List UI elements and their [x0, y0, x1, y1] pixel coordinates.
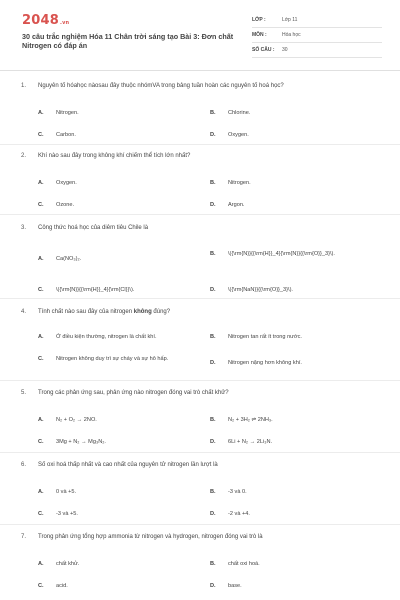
option-c[interactable]: [38, 439, 208, 447]
question-text: [20, 152, 382, 160]
option-letter: C.: [38, 132, 44, 138]
question-4: [20, 308, 382, 366]
option-b[interactable]: [210, 334, 380, 342]
meta-label: LỚP :: [252, 17, 266, 23]
option-letter: B.: [210, 251, 216, 257]
meta-label: MÔN :: [252, 32, 267, 38]
question-number: 4.: [21, 309, 27, 315]
question-2: [20, 152, 382, 208]
meta-row-count: [252, 45, 382, 58]
option-letter: D.: [210, 439, 216, 445]
option-c[interactable]: [38, 583, 208, 591]
option-text: \({\rm{N}}{{\rm{H}}_4}{\rm{N}}{{\rm{O}}_3}\).: [228, 251, 335, 257]
option-letter: A.: [38, 417, 44, 423]
option-text: acid.: [56, 583, 68, 589]
option-text: Nitrogen.: [228, 180, 251, 186]
option-d[interactable]: [210, 202, 380, 210]
question-prompt: Khí nào sau đây trong không khí chiếm thể tích lớn nhất?: [38, 153, 191, 159]
option-d[interactable]: [210, 132, 380, 140]
option-letter: D.: [210, 132, 216, 138]
question-text: [20, 461, 382, 469]
question-6: [20, 461, 382, 517]
option-letter: D.: [210, 287, 216, 293]
option-a[interactable]: [38, 561, 208, 569]
option-text: Chlorine.: [228, 110, 251, 116]
question-divider: [0, 452, 400, 453]
option-letter: D.: [210, 360, 216, 366]
option-text: Ozone.: [56, 202, 75, 208]
option-c[interactable]: [38, 132, 208, 140]
question-text: [20, 308, 382, 316]
option-b[interactable]: [210, 110, 380, 118]
question-prompt-end: đúng?: [151, 309, 171, 315]
option-text: N₂ + 3H₂ ⇌ 2NH₃.: [228, 417, 273, 423]
meta-row-class: [252, 15, 382, 28]
option-letter: B.: [210, 180, 216, 186]
site-logo[interactable]: [22, 13, 69, 28]
question-number: 2.: [21, 153, 27, 159]
question-prompt: Số oxi hoá thấp nhất và cao nhất của nguyên tử nitrogen lần lượt là: [38, 462, 218, 468]
question-prompt: Trong phản ứng tổng hợp ammonia từ nitrogen và hydrogen, nitrogen đóng vai trò là: [38, 534, 263, 540]
option-text: \({\rm{N}}{{\rm{H}}_4}{\rm{Cl}}\).: [56, 287, 135, 293]
option-d[interactable]: [210, 511, 380, 519]
question-divider: [0, 298, 400, 299]
option-a[interactable]: [38, 334, 208, 342]
option-letter: B.: [210, 489, 216, 495]
question-3: [20, 224, 382, 293]
question-text: [20, 389, 382, 397]
option-text: \({\rm{NaN}}{{\rm{O}}_3}\).: [228, 287, 293, 293]
option-letter: A.: [38, 256, 44, 262]
option-b[interactable]: [210, 489, 380, 497]
option-c[interactable]: [38, 356, 186, 364]
option-letter: B.: [210, 334, 216, 340]
question-divider: [0, 380, 400, 381]
option-text: Nitrogen nặng hơn không khí.: [228, 360, 302, 366]
option-d[interactable]: [210, 439, 380, 447]
option-b[interactable]: [210, 561, 380, 569]
question-7: [20, 533, 382, 589]
option-text: Nitrogen không duy trì sự cháy và sự hô hấp.: [56, 356, 169, 362]
option-letter: A.: [38, 110, 44, 116]
question-1: [20, 82, 382, 138]
document-meta: [252, 15, 382, 60]
logo-text: 2048: [22, 13, 59, 28]
header-divider: [0, 70, 400, 71]
question-prompt: Tính chất nào sau đây của nitrogen: [38, 309, 134, 315]
option-text: Ở điều kiện thường, nitrogen là chất khí.: [56, 334, 157, 340]
logo-suffix: .vn: [59, 20, 70, 26]
option-text: 0 và +5.: [56, 489, 77, 495]
question-text: [20, 533, 382, 541]
option-letter: A.: [38, 561, 44, 567]
option-text: N₂ + O₂ → 2NO.: [56, 417, 97, 423]
question-emphasis: không: [133, 309, 152, 315]
question-number: 6.: [21, 462, 27, 468]
option-letter: B.: [210, 110, 216, 116]
question-prompt: Công thức hoá học của diêm tiêu Chile là: [38, 225, 149, 231]
question-text: [20, 82, 382, 90]
option-b[interactable]: [210, 180, 380, 188]
page-header: [0, 0, 400, 66]
option-c[interactable]: [38, 202, 208, 210]
option-a[interactable]: [38, 110, 208, 118]
question-number: 1.: [21, 83, 27, 89]
option-letter: D.: [210, 202, 216, 208]
option-a[interactable]: [38, 417, 208, 425]
option-text: 6Li + N₂ → 2Li₃N.: [228, 439, 273, 445]
option-text: chất khử.: [56, 561, 80, 567]
option-d[interactable]: [210, 583, 380, 591]
option-d[interactable]: [210, 360, 380, 368]
question-prompt: Trong các phản ứng sau, phản ứng nào nitrogen đóng vai trò chất khử?: [38, 390, 229, 396]
question-divider: [0, 524, 400, 525]
option-letter: B.: [210, 561, 216, 567]
option-letter: A.: [38, 334, 44, 340]
meta-value: 30: [282, 47, 288, 53]
option-letter: C.: [38, 287, 44, 293]
option-text: -2 và +4.: [228, 511, 250, 517]
option-letter: B.: [210, 417, 216, 423]
option-d[interactable]: [210, 287, 380, 295]
option-text: Argon.: [228, 202, 245, 208]
option-letter: C.: [38, 583, 44, 589]
option-letter: D.: [210, 511, 216, 517]
question-prompt: Nguyên tố hóahọc nàosau đây thuộc nhómVA trong bảng tuần hoàn các nguyên tố hoá học?: [38, 83, 284, 89]
option-letter: A.: [38, 489, 44, 495]
option-text: Carbon.: [56, 132, 76, 138]
option-c[interactable]: [38, 287, 208, 295]
question-5: [20, 389, 382, 445]
option-text: Nitrogen.: [56, 110, 79, 116]
question-divider: [0, 214, 400, 215]
option-a[interactable]: [38, 256, 208, 264]
option-text: Oxygen.: [228, 132, 249, 138]
meta-value: Lớp 11: [282, 17, 298, 23]
meta-label: SỐ CÂU :: [252, 47, 275, 53]
meta-row-subject: [252, 30, 382, 43]
option-letter: C.: [38, 356, 44, 362]
option-b[interactable]: [210, 417, 380, 425]
meta-value: Hóa học: [282, 32, 301, 38]
option-letter: A.: [38, 180, 44, 186]
question-number: 7.: [21, 534, 27, 540]
option-a[interactable]: [38, 180, 208, 188]
option-text: 3Mg + N₂ → Mg₃N₂.: [56, 439, 106, 445]
option-text: chất oxi hoá.: [228, 561, 260, 567]
option-letter: C.: [38, 439, 44, 445]
option-letter: D.: [210, 583, 216, 589]
option-text: -3 và 0.: [228, 489, 247, 495]
option-text: -3 và +5.: [56, 511, 78, 517]
option-text: Oxygen.: [56, 180, 77, 186]
option-letter: C.: [38, 511, 44, 517]
question-number: 3.: [21, 225, 27, 231]
option-c[interactable]: [38, 511, 208, 519]
question-text: [20, 224, 382, 232]
option-b[interactable]: [210, 251, 380, 259]
option-a[interactable]: [38, 489, 208, 497]
document-title: 30 câu trắc nghiệm Hóa 11 Chân trời sáng tạo Bài 3: Đơn chất Nitrogen có đáp án: [22, 32, 234, 51]
option-text: Ca(NO₃)₂.: [56, 256, 82, 262]
option-text: base.: [228, 583, 242, 589]
question-divider: [0, 144, 400, 145]
option-letter: C.: [38, 202, 44, 208]
question-number: 5.: [21, 390, 27, 396]
option-text: Nitrogen tan rất ít trong nước.: [228, 334, 302, 340]
